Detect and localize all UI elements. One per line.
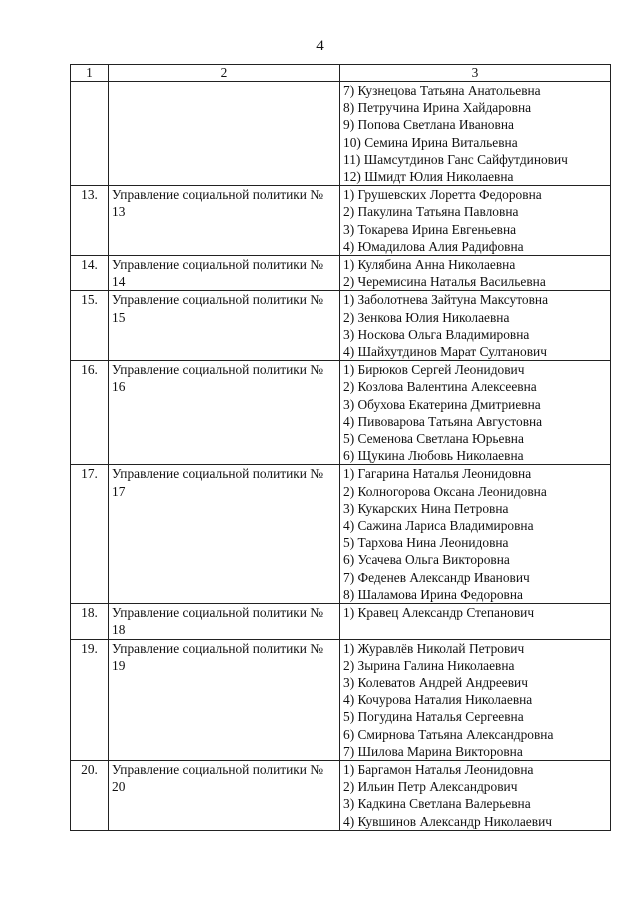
person-entry: 8) Шаламова Ирина Федоровна [343, 586, 523, 602]
person-entry: 1) Кравец Александр Степанович [343, 605, 535, 621]
people-list [340, 465, 611, 604]
person-entry: 1) Грушевских Лоретта Федоровна [343, 187, 542, 203]
department-name: Управление социальной политики № 13 [109, 186, 340, 256]
person-entry: 3) Обухова Екатерина Дмитриевна [343, 396, 541, 412]
person-entry: 4) Сажина Лариса Владимировна [343, 518, 534, 534]
people-list [340, 186, 611, 256]
person-entry: 1) Баргамон Наталья Леонидовна [343, 761, 534, 777]
person-entry: 3) Колеватов Андрей Андреевич [343, 674, 528, 690]
person-entry: 5) Семенова Светлана Юрьевна [343, 431, 524, 447]
person-entry: 12) Шмидт Юлия Николаевна [343, 169, 514, 185]
person-entry: 1) Заболотнева Зайтуна Максутовна [343, 292, 549, 308]
person-entry: 2) Зенкова Юлия Николаевна [343, 309, 510, 325]
table-row [71, 604, 611, 639]
person-entry: 1) Бирюков Сергей Леонидович [343, 362, 525, 378]
person-entry: 1) Журавлёв Николай Петрович [343, 640, 525, 656]
table-header-row [71, 65, 611, 82]
person-entry: 7) Феденев Александр Иванович [343, 569, 530, 585]
row-number: 17. [71, 465, 109, 604]
person-entry: 8) Петручина Ирина Хайдаровна [343, 100, 532, 116]
table-body [71, 82, 611, 831]
person-entry: 3) Кадкина Светлана Валерьевна [343, 796, 531, 812]
person-entry: 2) Колногорова Оксана Леонидовна [343, 483, 547, 499]
person-entry: 6) Щукина Любовь Николаевна [343, 448, 524, 464]
person-entry: 4) Кочурова Наталия Николаевна [343, 692, 533, 708]
person-entry: 6) Смирнова Татьяна Александровна [343, 726, 554, 742]
person-entry: 10) Семина Ирина Витальевна [343, 134, 518, 150]
table-row [71, 256, 611, 291]
person-entry: 4) Юмадилова Алия Радифовна [343, 238, 524, 254]
person-entry: 6) Усачева Ольга Викторовна [343, 552, 510, 568]
person-entry: 4) Пивоварова Татьяна Августовна [343, 413, 543, 429]
department-name: Управление социальной политики № 20 [109, 760, 340, 830]
person-entry: 5) Погудина Наталья Сергеевна [343, 709, 524, 725]
table-row [71, 361, 611, 465]
person-entry: 2) Черемисина Наталья Васильевна [343, 274, 546, 290]
row-number: 18. [71, 604, 109, 639]
department-name: Управление социальной политики № 16 [109, 361, 340, 465]
table-row [71, 186, 611, 256]
person-entry: 9) Попова Светлана Ивановна [343, 117, 514, 133]
row-number: 14. [71, 256, 109, 291]
row-number: 16. [71, 361, 109, 465]
column-header-department: 2 [109, 65, 340, 82]
person-entry: 7) Шилова Марина Викторовна [343, 743, 523, 759]
department-name [109, 82, 340, 186]
person-entry: 3) Носкова Ольга Владимировна [343, 326, 530, 342]
person-entry: 7) Кузнецова Татьяна Анатольевна [343, 83, 541, 98]
department-name: Управление социальной политики № 19 [109, 639, 340, 760]
row-number [71, 82, 109, 186]
people-list [340, 760, 611, 830]
person-entry: 3) Токарева Ирина Евгеньевна [343, 221, 517, 237]
person-entry: 4) Кувшинов Александр Николаевич [343, 813, 552, 829]
person-entry: 2) Пакулина Татьяна Павловна [343, 204, 519, 220]
personnel-table [70, 64, 611, 831]
row-number: 20. [71, 760, 109, 830]
people-list [340, 291, 611, 361]
person-entry: 11) Шамсутдинов Ганс Сайфутдинович [343, 151, 568, 167]
person-entry: 2) Ильин Петр Александрович [343, 779, 518, 795]
person-entry: 1) Гагарина Наталья Леонидовна [343, 466, 532, 482]
people-list [340, 256, 611, 291]
page-number: 4 [316, 38, 324, 54]
person-entry: 3) Кукарских Нина Петровна [343, 500, 509, 516]
department-name: Управление социальной политики № 15 [109, 291, 340, 361]
people-list [340, 361, 611, 465]
row-number: 13. [71, 186, 109, 256]
people-list [340, 639, 611, 760]
row-number: 15. [71, 291, 109, 361]
table-row [71, 639, 611, 760]
table-row [71, 465, 611, 604]
person-entry: 2) Зырина Галина Николаевна [343, 657, 515, 673]
department-name: Управление социальной политики № 14 [109, 256, 340, 291]
person-entry: 1) Кулябина Анна Николаевна [343, 257, 516, 273]
row-number: 19. [71, 639, 109, 760]
person-entry: 5) Тархова Нина Леонидовна [343, 535, 509, 551]
table-row [71, 760, 611, 830]
table-row [71, 82, 611, 186]
column-header-number: 1 [71, 65, 109, 82]
person-entry: 2) Козлова Валентина Алексеевна [343, 379, 537, 395]
people-list [340, 604, 611, 639]
department-name: Управление социальной политики № 18 [109, 604, 340, 639]
department-name: Управление социальной политики № 17 [109, 465, 340, 604]
people-list [340, 82, 611, 186]
person-entry: 4) Шайхутдинов Марат Султанович [343, 344, 547, 360]
table-row [71, 291, 611, 361]
column-header-people: 3 [340, 65, 611, 82]
